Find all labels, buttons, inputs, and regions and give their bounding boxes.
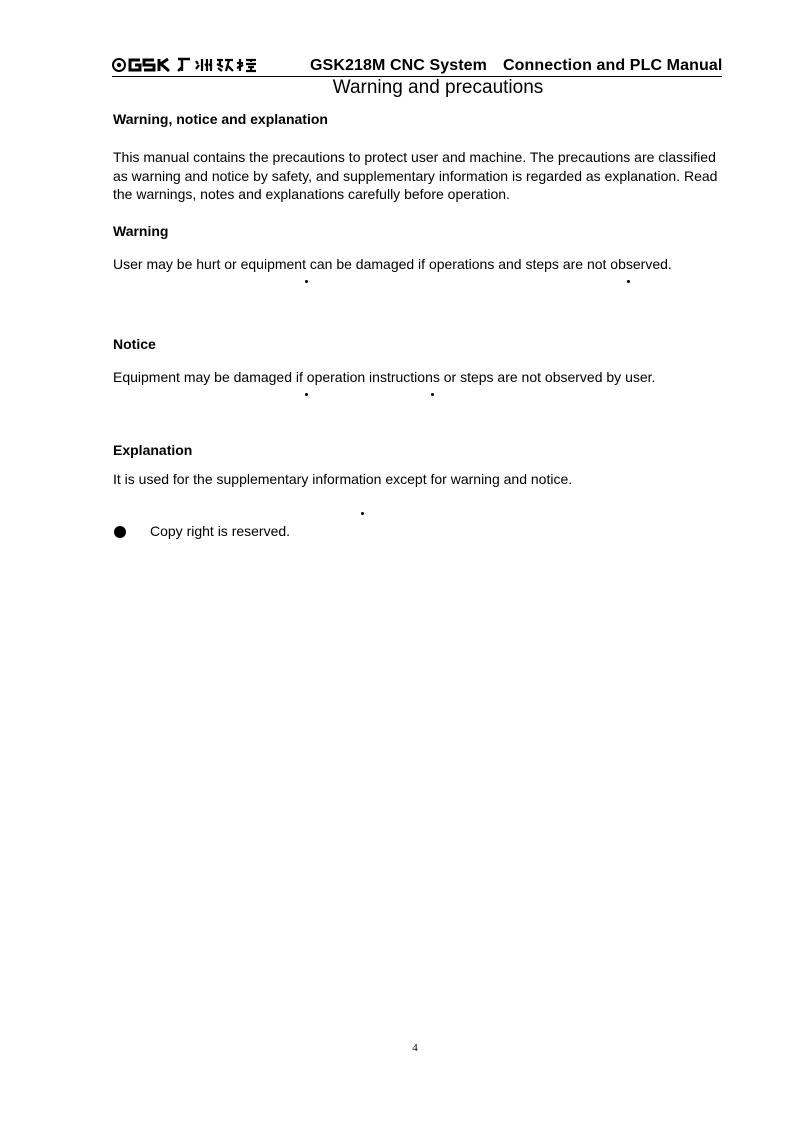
header-manual: Connection and PLC Manual	[502, 57, 723, 74]
scan-speck	[361, 512, 364, 515]
intro-heading: Warning, notice and explanation	[113, 111, 328, 127]
notice-text: Equipment may be damaged if operation instructions or steps are not observed by user.	[113, 369, 656, 385]
warning-text: User may be hurt or equipment can be damaged if operations and steps are not observed.	[113, 256, 672, 272]
explanation-heading: Explanation	[113, 442, 193, 458]
page-title: Warning and precautions	[332, 77, 544, 98]
notice-heading: Notice	[113, 336, 156, 352]
scan-speck	[305, 280, 308, 283]
page-header	[112, 54, 722, 77]
gsk-logo	[112, 56, 284, 74]
intro-line: the warnings, notes and explanations carefully before operation.	[113, 186, 510, 203]
bullet-icon	[114, 526, 126, 538]
scan-speck	[627, 280, 630, 283]
scan-speck	[305, 393, 308, 396]
page-number: 4	[412, 1042, 418, 1054]
intro-paragraph	[113, 148, 717, 204]
explanation-text: It is used for the supplementary information except for warning and notice.	[113, 471, 573, 487]
warning-heading: Warning	[113, 223, 169, 239]
intro-line: as warning and notice by safety, and supplementary information is regarded as explanation. Read	[113, 167, 718, 184]
header-product: GSK218M CNC System	[310, 57, 487, 74]
header-title	[310, 57, 722, 75]
copyright-text: Copy right is reserved.	[150, 523, 291, 539]
intro-line: This manual contains the precautions to protect user and machine. The precautions are classified	[113, 149, 716, 165]
scan-speck	[431, 393, 434, 396]
